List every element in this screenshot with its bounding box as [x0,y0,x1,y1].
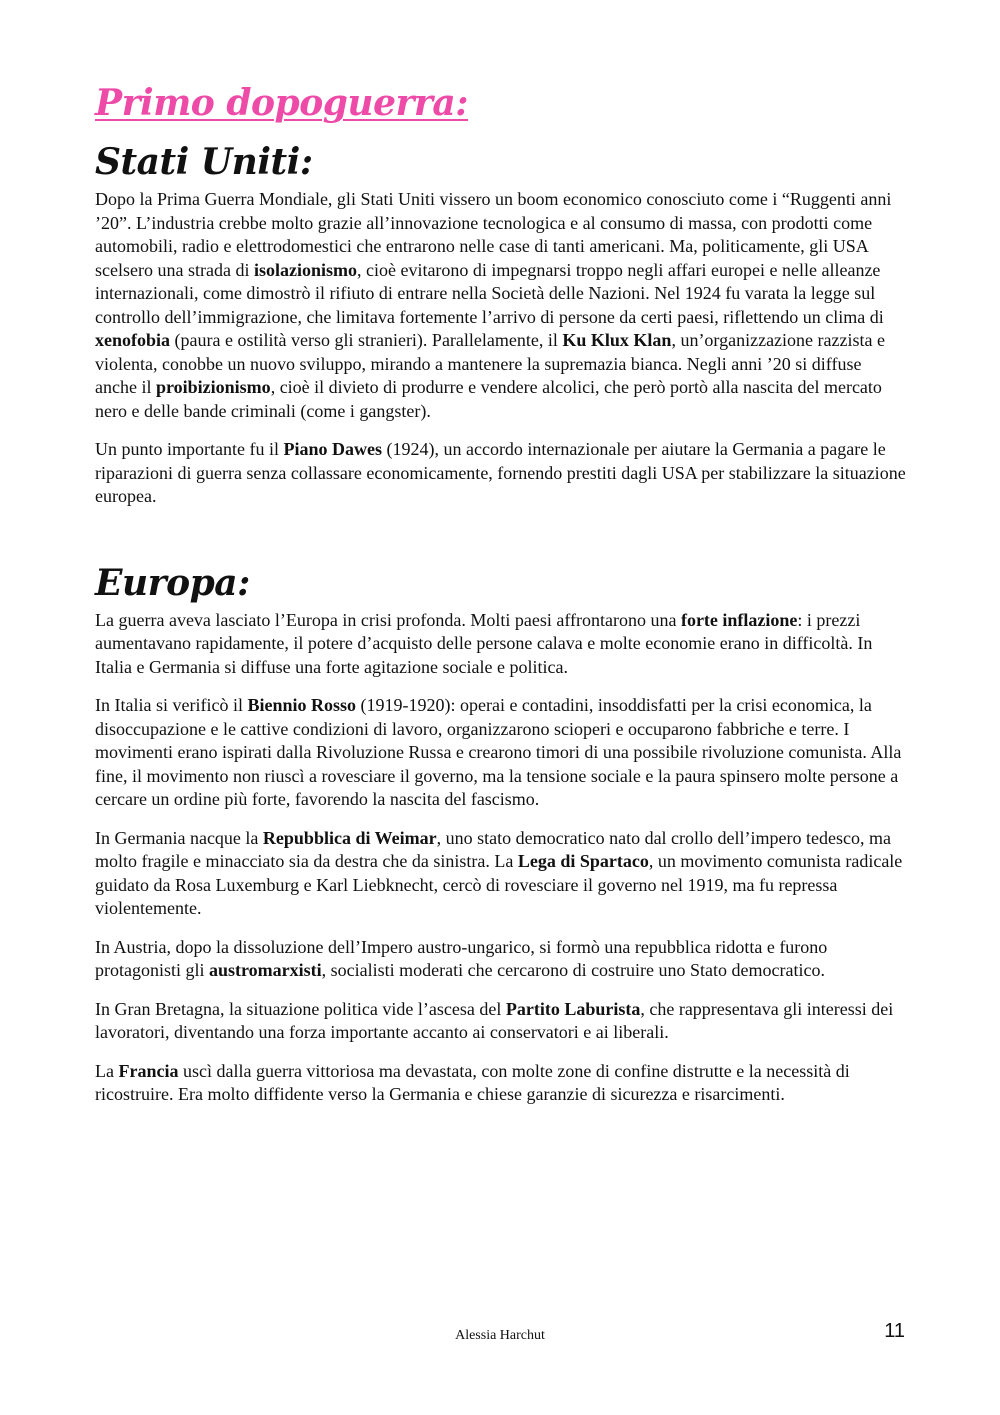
paragraph [95,438,907,509]
footer-author: Alessia Harchut [455,1328,545,1343]
bold-term: Francia [118,1060,179,1081]
text-run: : i prezzi aumentavano rapidamente, il potere d’acquisto delle persone calava e molte economie erano in difficoltà. In Italia e Germania si diffuse una forte agitazione sociale e politica. [95,609,873,677]
bold-term: Ku Klux Klan [562,330,672,350]
bold-term: isolazionismo [253,259,357,280]
text-run: In Germania nacque la [95,827,263,848]
text-run: (1924), un accordo internazionale per aiutare la Germania a pagare le riparazioni di guerra senza collassare economicamente, fornendo prestiti dagli USA per stabilizzare la situazione europea. [95,439,906,506]
bold-term: austromarxisti [209,960,322,980]
text-run: (1919-1920): operai e contadini, insoddisfatti per la crisi economica, la disoccupazione e le cattive condizioni di lavoro, organizzarono scioperi e occuparono fabbriche e terre. I movimenti erano ispirati dalla Rivoluzione Russa e crearono timori di una possibile rivoluzione comunista. Alla fine, il movimento non riuscì a rovesciare il governo, ma la tensione sociale e la paura spinsero molte persone a cercare un ordine più forte, favorendo la nascita del fascismo. [95,695,902,809]
bold-term: Biennio Rosso [247,695,356,715]
section-title-europa: Europa: [95,561,250,604]
section-title-stati-uniti: Stati Uniti: [95,141,313,183]
main-title: Primo dopoguerra: [95,82,469,124]
bold-term: Repubblica di Weimar [262,827,437,848]
text-run: , un’organizzazione razzista e violenta, conobbe un nuovo sviluppo, mirando a mantenere la supremazia bianca. Negli anni ’20 si diffuse anche il [95,330,885,397]
text-run: , uno stato democratico nato dal crollo dell’impero tedesco, ma molto fragile e minacciato sia da destra che da sinistra. La [95,827,891,871]
text-run: (paura e ostilità verso gli stranieri). Parallelamente, il [170,330,563,350]
paragraph [95,694,907,812]
text-run: , che rappresentava gli interessi dei lavoratori, diventando una forza importante accanto ai conservatori e ai liberali. [95,998,894,1042]
text-run: In Gran Bretagna, la situazione politica vide l’ascesa del [95,998,506,1019]
paragraph [95,827,907,921]
text-run: Un punto importante fu il [95,439,284,459]
section-stati-uniti [95,140,907,509]
text-run: La [95,1060,119,1081]
section-europa [95,561,907,1107]
bold-term: Lega di Spartaco [517,851,649,871]
bold-term: Partito Laburista [505,998,641,1019]
bold-term: forte inflazione [680,609,798,630]
bold-term: xenofobia [95,330,171,350]
text-run: , cioè il divieto di produrre e vendere alcolici, che però portò alla nascita del mercato nero e delle bande criminali (come i gangster). [95,377,882,421]
text-run: , un movimento comunista radicale guidato da Rosa Luxemburg e Karl Liebknecht, cercò di rovesciare il governo nel 1919, ma fu repressa violentemente. [95,851,903,918]
paragraph [95,936,907,983]
text-run: uscì dalla guerra vittoriosa ma devastata, con molte zone di confine distrutte e la necessità di ricostruire. Era molto diffidente verso la Germania e chiese garanzie di sicurezza e risarcimenti. [95,1060,850,1104]
bold-term: Piano Dawes [283,439,382,459]
page-number: 11 [884,1320,905,1342]
text-run: In Austria, dopo la dissoluzione dell’Impero austro-ungarico, si formò una repubblica ridotta e furono protagonisti gli [95,936,828,980]
paragraph [95,188,907,423]
text-run: , cioè evitarono di impegnarsi troppo negli affari europei e nelle alleanze internazionali, come dimostrò il rifiuto di entrare nella Società delle Nazioni. Nel 1924 fu varata la legge sul controllo dell’immigrazione, che limitava fortemente l’arrivo di persone da certi paesi, riflettendo un clima di [95,259,884,327]
text-run: , socialisti moderati che cercarono di costruire uno Stato democratico. [321,960,825,980]
text-run: In Italia si verificò il [95,695,248,715]
paragraph [95,1060,907,1107]
paragraph [95,998,907,1045]
document-page [95,80,907,1122]
bold-term: proibizionismo [155,377,271,397]
text-run: La guerra aveva lasciato l’Europa in crisi profonda. Molti paesi affrontarono una [95,609,681,630]
paragraph [95,609,907,680]
text-run: Dopo la Prima Guerra Mondiale, gli Stati Uniti vissero un boom economico conosciuto come i “Ruggenti anni ’20”. L’industria crebbe molto grazie all’innovazione tecnologica e al consumo di massa, con prodotti come automobili, radio e elettrodomestici che entrarono nelle case di tanti americani. Ma, politicamente, gli USA scelsero una strada di [95,189,892,280]
